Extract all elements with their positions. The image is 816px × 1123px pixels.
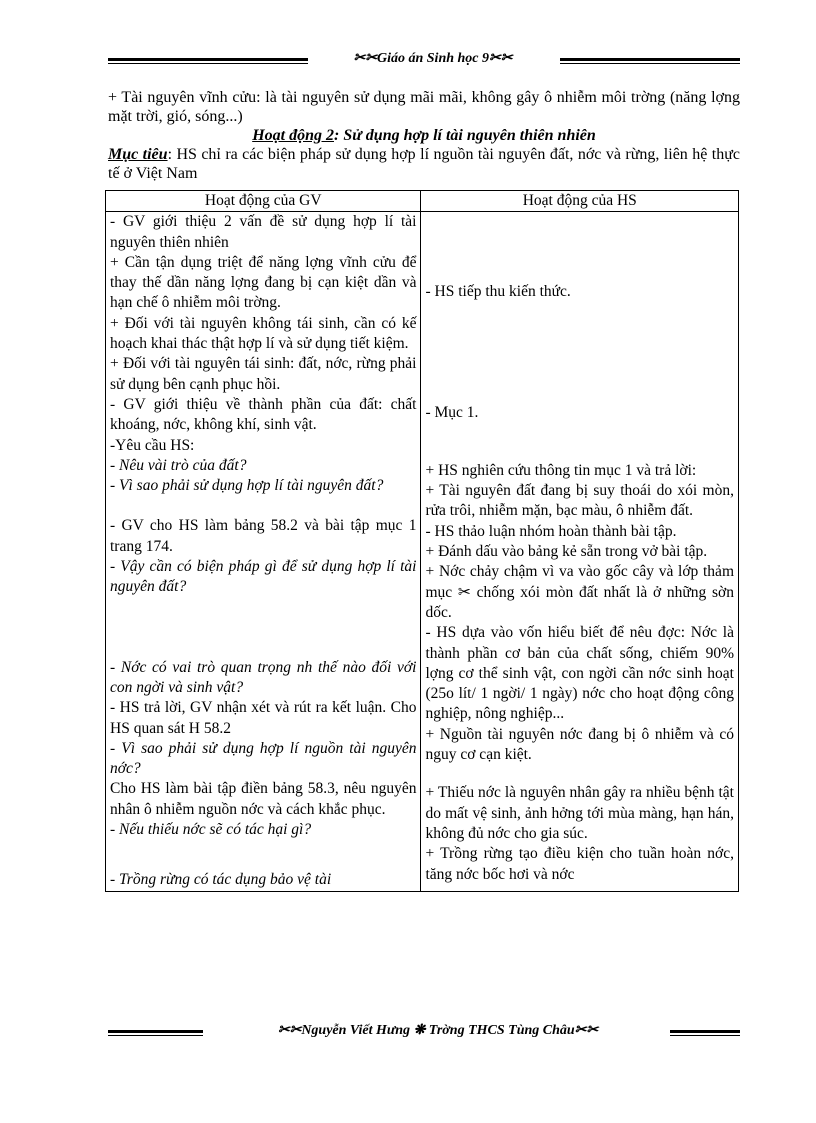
- hs-p8: - HS dựa vào vốn hiểu biết để nêu đợc: Nớc là thành phần cơ bản của chất sống, chiếm 90% lợng cơ thể sinh vật, con ngời cần nớc sinh hoạt (25o lít/ 1 ngời/ 1 ngày) nớc cho hoạt động công nghiệp, nông nghiệp...: [425, 624, 734, 723]
- intro-line: + Tài nguyên vĩnh cửu: là tài nguyên sử dụng mãi mãi, không gây ô nhiễm môi trờng (năng lợng mặt trời, gió, sóng...): [108, 89, 740, 125]
- footer-author: ✂✂Nguyễn Viết Hưng: [277, 1023, 411, 1038]
- gv-p16: - Trồng rừng có tác dụng bảo vệ tài: [110, 871, 332, 889]
- hs-p1: - HS tiếp thu kiến thức.: [425, 283, 571, 301]
- activity-prefix: Hoạt động 2: [252, 127, 334, 144]
- gv-p5: - GV giới thiệu về thành phần của đất: chất khoáng, nớc, không khí, sinh vật.: [110, 395, 417, 434]
- scissors-icon: ✂: [457, 583, 471, 601]
- activity-title: : Sử dụng hợp lí tài nguyên thiên nhiên: [333, 127, 596, 144]
- activity-heading: [108, 126, 740, 145]
- hs-p4: + Tài nguyên đất đang bị suy thoái do xói mòn, rửa trôi, nhiễm mặn, bạc màu, ô nhiễm đất.: [425, 482, 734, 520]
- goal-line: [108, 145, 740, 183]
- col-gv-header: Hoạt động của GV: [106, 191, 421, 212]
- spacer: [110, 598, 416, 658]
- gv-p14: Cho HS làm bài tập điền bảng 58.3, nêu nguyên nhân ô nhiễm nguồn nớc và cách khắc phục.: [110, 780, 417, 818]
- col-hs-header: Hoạt động của HS: [421, 191, 739, 212]
- intro-section: [108, 88, 740, 183]
- hs-p5: - HS thảo luận nhóm hoàn thành bài tập.: [425, 522, 677, 540]
- table-row: [106, 212, 739, 891]
- hs-p3: + HS nghiên cứu thông tin mục 1 và trả lời:: [425, 461, 697, 479]
- gv-p11: - Nớc có vai trò quan trọng nh thế nào đối với con ngời và sinh vật?: [110, 658, 417, 696]
- hs-p7: [425, 562, 734, 623]
- gv-p2: + Cần tận dụng triệt để năng lợng vĩnh cửu để thay thế dần năng lợng đang bị cạn kiệt dần và hạn chế ô nhiễm môi trờng.: [110, 253, 417, 312]
- gv-p8: - Vì sao phải sử dụng hợp lí tài nguyên đất?: [110, 477, 384, 495]
- goal-label: Mục tiêu: [108, 146, 168, 163]
- hs-p6: + Đánh dấu vào bảng kẻ sẵn trong vở bài tập.: [425, 543, 708, 561]
- hs-cell: [421, 212, 739, 891]
- page-header: [108, 50, 740, 70]
- gv-p12: - HS trả lời, GV nhận xét và rút ra kết luận. Cho HS quan sát H 58.2: [110, 699, 417, 737]
- gv-p15: - Nếu thiếu nớc sẽ có tác hại gì?: [110, 821, 312, 839]
- header-rule-right: [560, 58, 740, 64]
- hs-p9: + Nguồn tài nguyên nớc đang bị ô nhiễm và có nguy cơ cạn kiệt.: [425, 725, 734, 764]
- gv-p9: - GV cho HS làm bảng 58.2 và bài tập mục 1 trang 174.: [110, 517, 417, 555]
- gv-p3: + Đối với tài nguyên không tái sinh, cần có kế hoạch khai thác thật hợp lí và sử dụng tiết kiệm.: [110, 314, 417, 353]
- spacer: [110, 840, 416, 870]
- gv-p1: - GV giới thiệu 2 vấn đề sử dụng hợp lí tài nguyên thiên nhiên: [110, 213, 417, 251]
- header-title: ✂✂Giáo án Sinh học 9✂✂: [353, 51, 513, 66]
- footer-rule-right: [670, 1030, 740, 1036]
- goal-text: : HS chỉ ra các biện pháp sử dụng hợp lí nguồn tài nguyên đất, nớc và rừng, liên hệ thực tế ở Việt Nam: [108, 146, 740, 182]
- hs-p11: + Trồng rừng tạo điều kiện cho tuần hoàn nớc, tăng nớc bốc hơi và nớc: [425, 845, 734, 883]
- spacer: [425, 303, 734, 403]
- footer-text: [208, 1022, 668, 1039]
- gv-p13: - Vì sao phải sử dụng hợp lí nguồn tài nguyên nớc?: [110, 739, 417, 778]
- star-icon: ❋: [413, 1023, 426, 1038]
- hs-p2: - Mục 1.: [425, 403, 479, 421]
- hs-p7a: + Nớc chảy chậm vì va vào gốc cây và lớp thảm mục: [425, 563, 734, 601]
- spacer: [425, 423, 734, 461]
- gv-p7: - Nêu vài trò của đất?: [110, 456, 247, 474]
- hs-p10: + Thiếu nớc là nguyên nhân gây ra nhiều bệnh tật do mất vệ sinh, ảnh hởng tới mùa màng, hạn hán, không đủ nớc cho gia súc.: [425, 784, 734, 842]
- gv-p6: -Yêu cầu HS:: [110, 436, 195, 454]
- table-header-row: [106, 191, 739, 212]
- footer-school: Trờng THCS Tùng Châu✂✂: [428, 1023, 599, 1038]
- activity-table: [105, 190, 739, 892]
- page-footer: [108, 1022, 740, 1044]
- gv-p10: - Vậy cần có biện pháp gì để sử dụng hợp lí tài nguyên đất?: [110, 558, 417, 596]
- footer-rule-left: [108, 1030, 203, 1036]
- spacer: [110, 496, 416, 516]
- spacer: [425, 212, 734, 282]
- gv-p4: + Đối với tài nguyên tái sinh: đất, nớc, rừng phải sử dụng bên cạnh phục hồi.: [110, 355, 417, 393]
- spacer: [425, 765, 734, 783]
- header-rule-left: [108, 58, 308, 64]
- gv-cell: [106, 212, 421, 891]
- hs-p7b: chống xói mòn đất nhất là ở những sờn dốc.: [425, 583, 734, 621]
